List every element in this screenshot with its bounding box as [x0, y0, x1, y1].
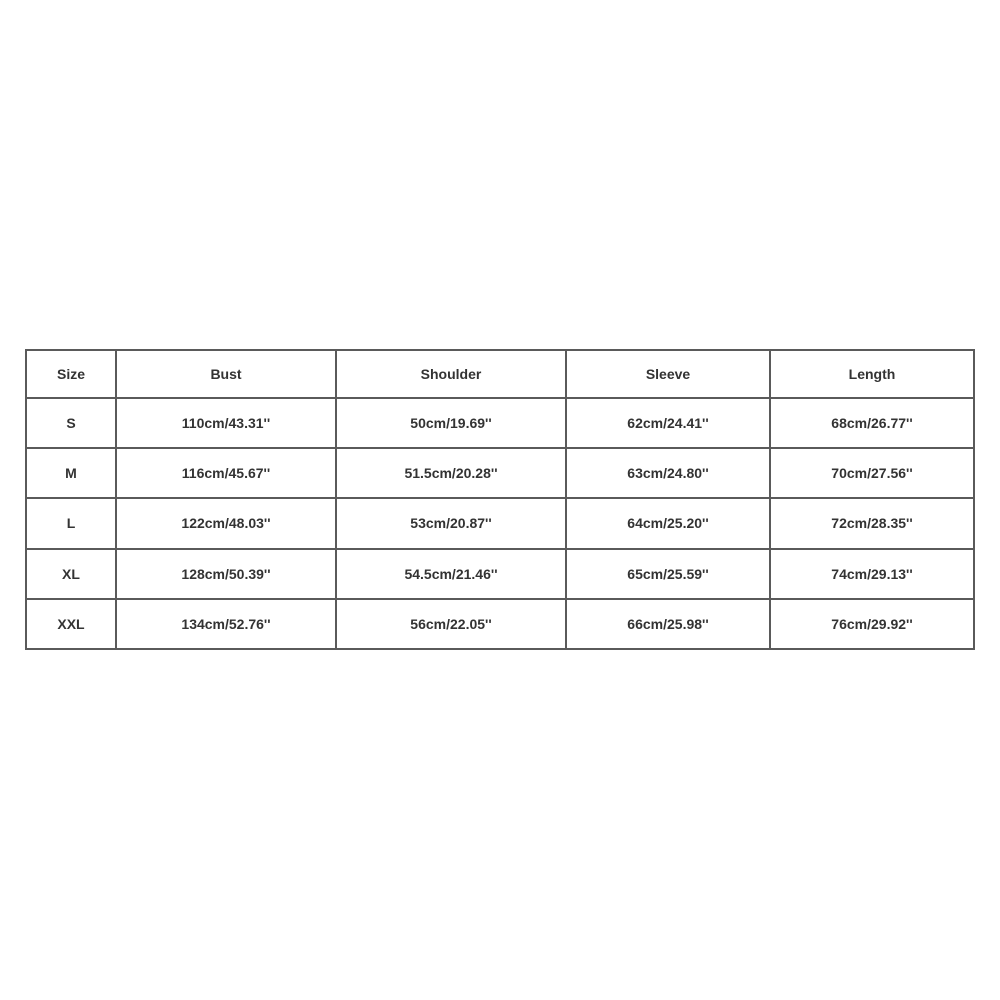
cell-sleeve: 63cm/24.80'' [566, 448, 770, 498]
cell-bust: 110cm/43.31'' [116, 398, 336, 448]
cell-bust: 128cm/50.39'' [116, 549, 336, 599]
cell-sleeve: 62cm/24.41'' [566, 398, 770, 448]
cell-sleeve: 66cm/25.98'' [566, 599, 770, 649]
table-row [26, 448, 974, 498]
cell-size: L [26, 498, 116, 548]
table-row [26, 398, 974, 448]
cell-length: 72cm/28.35'' [770, 498, 974, 548]
cell-shoulder: 56cm/22.05'' [336, 599, 566, 649]
table-row [26, 549, 974, 599]
cell-length: 68cm/26.77'' [770, 398, 974, 448]
header-shoulder: Shoulder [336, 350, 566, 398]
header-size: Size [26, 350, 116, 398]
cell-size: XXL [26, 599, 116, 649]
cell-shoulder: 51.5cm/20.28'' [336, 448, 566, 498]
cell-bust: 116cm/45.67'' [116, 448, 336, 498]
cell-length: 76cm/29.92'' [770, 599, 974, 649]
header-row [26, 350, 974, 398]
cell-size: XL [26, 549, 116, 599]
table-row [26, 599, 974, 649]
cell-shoulder: 53cm/20.87'' [336, 498, 566, 548]
header-length: Length [770, 350, 974, 398]
table-row [26, 498, 974, 548]
header-bust: Bust [116, 350, 336, 398]
cell-size: M [26, 448, 116, 498]
size-chart-table [25, 349, 975, 650]
cell-length: 74cm/29.13'' [770, 549, 974, 599]
cell-sleeve: 65cm/25.59'' [566, 549, 770, 599]
cell-sleeve: 64cm/25.20'' [566, 498, 770, 548]
cell-length: 70cm/27.56'' [770, 448, 974, 498]
cell-shoulder: 50cm/19.69'' [336, 398, 566, 448]
cell-shoulder: 54.5cm/21.46'' [336, 549, 566, 599]
cell-bust: 122cm/48.03'' [116, 498, 336, 548]
cell-bust: 134cm/52.76'' [116, 599, 336, 649]
cell-size: S [26, 398, 116, 448]
header-sleeve: Sleeve [566, 350, 770, 398]
